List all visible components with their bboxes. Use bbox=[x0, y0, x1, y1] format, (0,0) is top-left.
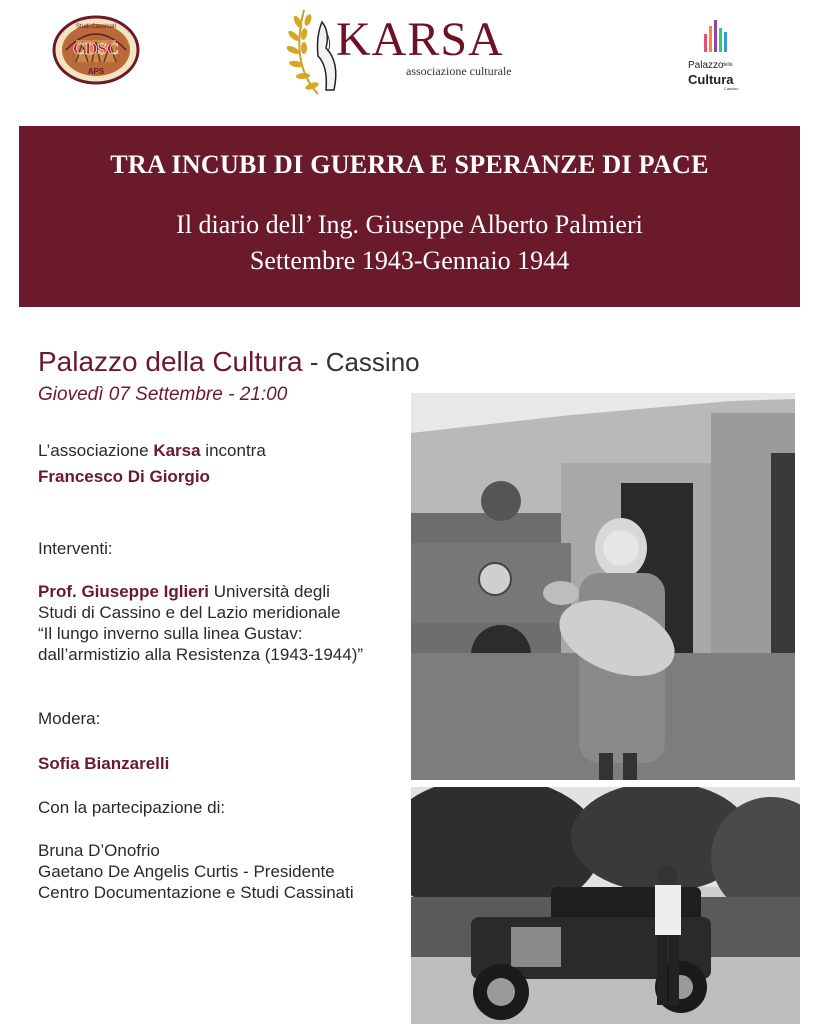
talk-title-1: “Il lungo inverno sulla linea Gustav: bbox=[38, 624, 303, 643]
speaker-name: Prof. Giuseppe Iglieri bbox=[38, 582, 209, 601]
venue-heading bbox=[38, 346, 420, 378]
cdsc-main-text: CDSC bbox=[72, 39, 120, 58]
participant-2: Gaetano De Angelis Curtis - Presidente bbox=[38, 862, 335, 881]
intro-line bbox=[38, 440, 266, 461]
intro-org: Karsa bbox=[153, 441, 201, 460]
cdsc-logo bbox=[52, 14, 140, 86]
venue-city: - Cassino bbox=[302, 347, 420, 377]
cdsc-top-text: Studi Cassinati bbox=[75, 24, 117, 30]
interventi-label: Interventi: bbox=[38, 539, 113, 558]
cassino-word: Cassino bbox=[724, 86, 739, 91]
karsa-subtitle: associazione culturale bbox=[406, 64, 512, 78]
moderator-label: Modera: bbox=[38, 709, 101, 728]
cdsc-bottom-text: APS bbox=[87, 67, 105, 76]
speaker-affiliation-1: Università degli bbox=[208, 582, 330, 601]
talk-title-2: dall’armistizio alla Resistenza (1943-1944)” bbox=[38, 645, 364, 664]
participation-label: Con la partecipazione di: bbox=[38, 798, 226, 817]
palazzo-word: Palazzo bbox=[688, 60, 724, 71]
karsa-logo bbox=[282, 2, 532, 102]
guest-name: Francesco Di Giorgio bbox=[38, 467, 210, 486]
banner-title: TRA INCUBI DI GUERRA E SPERANZE DI PACE bbox=[110, 150, 709, 179]
color-bars-icon bbox=[698, 18, 738, 58]
participant-3: Centro Documentazione e Studi Cassinati bbox=[38, 883, 354, 902]
intro-post: incontra bbox=[200, 441, 266, 460]
banner-subtitle-line1: Il diario dell’ Ing. Giuseppe Alberto Palmieri bbox=[176, 210, 643, 239]
palazzo-cultura-logo bbox=[684, 18, 754, 94]
title-banner bbox=[19, 126, 800, 307]
cultura-word: Cultura bbox=[688, 72, 734, 87]
intro-pre: L’associazione bbox=[38, 441, 154, 460]
historical-photo-man-with-car bbox=[411, 787, 800, 1024]
participant-1: Bruna D’Onofrio bbox=[38, 841, 160, 860]
speaker-line bbox=[38, 581, 330, 602]
speaker-affiliation-2: Studi di Cassino e del Lazio meridionale bbox=[38, 603, 341, 622]
event-date: Giovedì 07 Settembre - 21:00 bbox=[38, 384, 288, 405]
della-word: della bbox=[722, 62, 733, 68]
moderator-name: Sofia Bianzarelli bbox=[38, 754, 170, 773]
karsa-name: KARSA bbox=[336, 13, 504, 66]
banner-subtitle-line2: Settembre 1943-Gennaio 1944 bbox=[249, 246, 570, 275]
venue-name: Palazzo della Cultura bbox=[38, 346, 303, 377]
historical-photo-girl-with-lamb bbox=[411, 393, 795, 780]
